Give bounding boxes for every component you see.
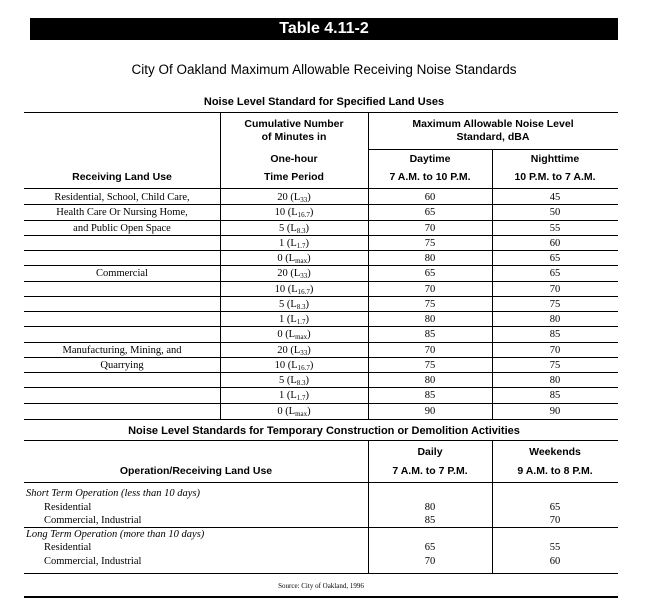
minutes-value: 10: [274, 359, 286, 371]
level-subscript: 8.3: [296, 302, 306, 311]
table-row: [24, 221, 618, 236]
receiving-land-use-cell: Quarrying: [100, 359, 144, 371]
header-bottom-rule: [24, 188, 618, 189]
col-daily-line2: 7 A.M. to 7 P.M.: [392, 465, 468, 477]
time-period-cell: 0 $(L_{max})$: [277, 329, 311, 342]
col-minutes-line1: Cumulative Number: [244, 118, 344, 130]
time-period-cell: 1 $(L_{1.7})$: [278, 314, 310, 326]
time-period-cell: 20 $(L_{33})$: [277, 268, 311, 281]
daytime-value: 70: [424, 222, 436, 234]
time-period-cell: 20 $(L_{33})$: [277, 192, 311, 204]
col-daytime-line2: 7 A.M. to 10 P.M.: [389, 171, 471, 183]
level-subscript: 8.3: [296, 379, 306, 387]
minutes-value: 0: [277, 253, 283, 264]
receiving-land-use-cell: [24, 251, 220, 266]
col-weekend-line1: Weekends: [529, 446, 581, 458]
daytime-value: 65: [424, 268, 436, 280]
land-use-label: Commercial, Industrial: [44, 515, 142, 526]
minutes-value: 5: [278, 222, 285, 234]
minutes-value: 0: [277, 405, 283, 417]
table-row: [24, 404, 618, 419]
daytime-value: 75: [424, 237, 436, 249]
minutes-value: 1: [278, 314, 285, 325]
nighttime-value: 65: [549, 253, 561, 264]
col-weekend-line2: 9 A.M. to 8 P.M.: [517, 465, 593, 477]
minutes-value: 20: [277, 192, 288, 203]
daytime-value: 75: [424, 298, 436, 310]
land-use-label: Commercial, Industrial: [44, 555, 142, 567]
minutes-value: 10: [274, 283, 286, 295]
land-use-label: Residential: [44, 501, 92, 513]
operation-category: Long Term Operation (more than 10 days): [26, 528, 205, 540]
land-use-label: Residential: [44, 542, 92, 553]
weekend-value: 70: [549, 515, 561, 526]
daytime-value: 90: [424, 405, 436, 417]
receiving-land-use-cell: [24, 327, 220, 342]
daytime-value: 75: [424, 359, 436, 371]
level-subscript: max: [295, 333, 308, 342]
col-daytime-line1: Daytime: [409, 153, 451, 165]
section2-top-rule: [24, 440, 618, 441]
nighttime-value: 85: [549, 329, 561, 341]
time-period-cell: 20 $(L_{33})$: [277, 344, 311, 357]
minutes-value: 0: [277, 329, 283, 341]
daily-value: 70: [424, 555, 436, 567]
daytime-value: 70: [424, 283, 436, 295]
receiving-land-use-cell: and Public Open Space: [73, 222, 171, 234]
receiving-land-use-cell: [24, 236, 220, 251]
daily-value: 85: [424, 515, 436, 526]
table-row: [24, 266, 618, 281]
section2-header-rule: [24, 482, 618, 483]
receiving-land-use-cell: [24, 373, 220, 388]
nighttime-value: 60: [549, 237, 561, 249]
daytime-value: 70: [424, 344, 436, 356]
nighttime-value: 45: [549, 192, 561, 203]
section1-top-rule: [24, 112, 618, 113]
daily-value: 65: [424, 542, 436, 553]
table-row: [24, 541, 618, 554]
operation-category: Short Term Operation (less than 10 days): [26, 488, 201, 499]
col-nighttime-line1: Nighttime: [530, 153, 580, 165]
table-row: [24, 373, 618, 388]
table-title: Table 4.11-2: [30, 18, 618, 40]
level-subscript: 1.7: [296, 394, 306, 403]
col-minutes-line3: One-hour: [270, 153, 318, 165]
weekend-value: 65: [549, 501, 561, 513]
receiving-land-use-cell: Health Care Or Nursing Home,: [56, 207, 188, 219]
weekend-value: 60: [549, 555, 561, 567]
daily-value: 80: [424, 501, 436, 513]
col-daily-line1: Daily: [417, 446, 443, 458]
receiving-land-use-cell: Manufacturing, Mining, and: [62, 344, 182, 356]
table-row: [24, 297, 618, 312]
nighttime-value: 75: [549, 359, 561, 371]
table-row: [24, 358, 618, 373]
table-row: [24, 327, 618, 342]
time-period-cell: 0 $(L_{max})$: [277, 253, 311, 265]
level-subscript: 16.7: [297, 363, 310, 372]
table-row: [24, 487, 618, 500]
minutes-value: 10: [274, 207, 286, 219]
table-row: [24, 236, 618, 251]
col-minutes-line2: of Minutes in: [261, 131, 327, 143]
nighttime-value: 55: [549, 222, 561, 234]
daytime-value: 80: [424, 314, 436, 325]
table-row: [24, 514, 618, 527]
col-operation-land-use: Operation/Receiving Land Use: [119, 465, 273, 477]
group-separator-rule: [24, 527, 618, 528]
level-subscript: 1.7: [296, 318, 306, 326]
table-row: [24, 343, 618, 358]
minutes-value: 20: [277, 268, 288, 280]
section1-heading: Noise Level Standard for Specified Land Uses: [203, 96, 445, 108]
minutes-value: 20: [277, 344, 288, 356]
minutes-value: 1: [278, 390, 285, 402]
time-period-cell: 10 $(L_{16.7})$: [274, 283, 314, 296]
level-subscript: max: [295, 409, 308, 418]
minutes-value: 5: [278, 298, 285, 310]
col-receiving-land-use: Receiving Land Use: [72, 171, 172, 183]
time-period-cell: 10 $(L_{16.7})$: [274, 359, 314, 372]
level-subscript: 1.7: [296, 241, 306, 250]
time-period-cell: 1 $(L_{1.7})$: [278, 390, 310, 403]
table-row: [24, 388, 618, 403]
time-period-cell: 5 $(L_{8.3})$: [278, 222, 310, 235]
weekend-value: 55: [549, 542, 561, 553]
receiving-land-use-cell: [24, 282, 220, 297]
nighttime-value: 65: [549, 268, 561, 280]
daytime-value: 85: [424, 390, 436, 402]
receiving-land-use-cell: [24, 404, 220, 419]
table-row: [24, 205, 618, 220]
table-row: [24, 282, 618, 297]
table-row: [24, 501, 618, 514]
daytime-value: 80: [424, 253, 436, 264]
section2-bottom-rule: [24, 573, 618, 574]
nighttime-value: 80: [549, 375, 561, 386]
receiving-land-use-cell: Commercial: [96, 268, 148, 280]
table-row: [24, 528, 618, 541]
level-subscript: 33: [300, 196, 308, 204]
level-subscript: max: [295, 257, 308, 265]
daytime-value: 85: [424, 329, 436, 341]
daytime-value: 80: [424, 375, 436, 386]
table-row: [24, 251, 618, 266]
nighttime-value: 80: [549, 314, 561, 325]
daytime-value: 65: [424, 207, 436, 219]
time-period-cell: 5 $(L_{8.3})$: [278, 375, 310, 387]
level-subscript: 33: [300, 348, 308, 357]
level-subscript: 16.7: [297, 287, 310, 296]
time-period-cell: 5 $(L_{8.3})$: [278, 298, 310, 311]
col-max-line1: Maximum Allowable Noise Level: [412, 118, 574, 130]
receiving-land-use-cell: [24, 297, 220, 312]
col-minutes-line4: Time Period: [264, 171, 324, 183]
minutes-value: 5: [278, 375, 285, 386]
level-subscript: 8.3: [296, 226, 306, 235]
minutes-value: 1: [278, 237, 285, 249]
section1-bottom-rule: [24, 419, 618, 420]
daytime-value: 60: [424, 192, 436, 203]
section2-heading: Noise Level Standards for Temporary Construction or Demolition Activities: [128, 425, 520, 437]
col-max-line2: Standard, dBA: [456, 131, 530, 143]
nighttime-value: 70: [549, 283, 561, 295]
table-bottom-rule: [24, 596, 618, 598]
nighttime-value: 90: [549, 405, 561, 417]
nighttime-value: 50: [549, 207, 561, 219]
table-subtitle: City Of Oakland Maximum Allowable Receiving Noise Standards: [131, 62, 517, 77]
source-note: Source: City of Oakland, 1996: [278, 582, 364, 590]
nighttime-value: 85: [549, 390, 561, 402]
time-period-cell: 1 $(L_{1.7})$: [278, 237, 310, 250]
nighttime-value: 75: [549, 298, 561, 310]
nighttime-value: 70: [549, 344, 561, 356]
max-header-rule: [368, 149, 618, 150]
table-row: [24, 190, 618, 205]
table-row: [24, 312, 618, 327]
level-subscript: 33: [300, 272, 308, 281]
time-period-cell: 10 $(L_{16.7})$: [274, 207, 314, 220]
receiving-land-use-cell: Residential, School, Child Care,: [54, 192, 190, 203]
col-nighttime-line2: 10 P.M. to 7 A.M.: [514, 171, 596, 183]
receiving-land-use-cell: [24, 388, 220, 403]
level-subscript: 16.7: [297, 211, 310, 220]
time-period-cell: 0 $(L_{max})$: [277, 405, 311, 418]
table-row: [24, 555, 618, 568]
receiving-land-use-cell: [24, 312, 220, 327]
